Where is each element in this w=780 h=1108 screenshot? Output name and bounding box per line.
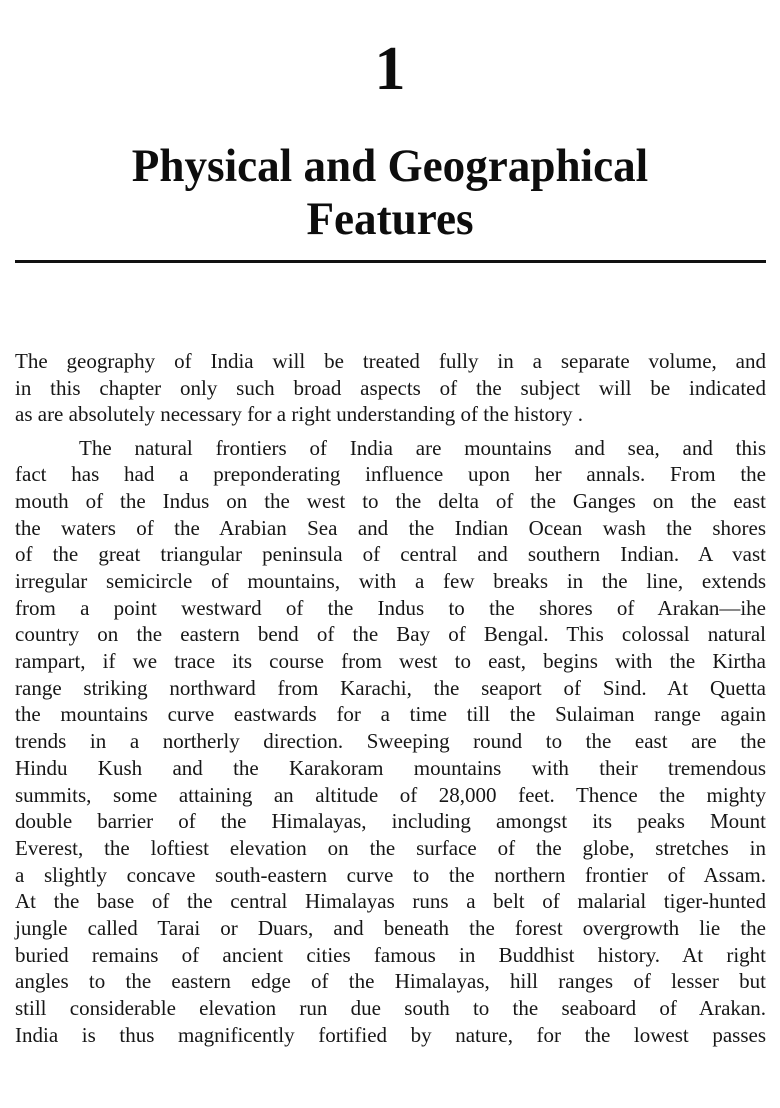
title-divider-rule <box>15 260 766 263</box>
text-line: India is thus magnificently fortified by nature, for the lowest passes <box>15 1022 766 1047</box>
chapter-body <box>15 348 766 1048</box>
paragraph-2 <box>15 435 766 1049</box>
text-line: The geography of India will be treated fully in a separate volume, and <box>15 349 766 373</box>
text-line: angles to the eastern edge of the Himalayas, hill ranges of lesser but <box>15 969 766 994</box>
chapter-title-line-2: Features <box>306 193 474 245</box>
text-line: the mountains curve eastwards for a time till the Sulaiman range again <box>15 702 766 727</box>
text-line: trends in a northerly direction. Sweeping round to the east are the <box>15 729 766 754</box>
text-line: mouth of the Indus on the west to the delta of the Ganges on the east <box>15 488 766 513</box>
text-line: in this chapter only such broad aspects of the subject will be indicated <box>15 375 766 400</box>
text-line: country on the eastern bend of the Bay of Bengal. This colossal natural <box>15 622 766 647</box>
text-line: jungle called Tarai or Duars, and beneath the forest overgrowth lie the <box>15 915 766 940</box>
text-line: The natural frontiers of India are mountains and sea, and this <box>79 435 766 460</box>
text-line: of the great triangular peninsula of central and southern Indian. A vast <box>15 542 766 567</box>
text-line: the waters of the Arabian Sea and the Indian Ocean wash the shores <box>15 515 766 540</box>
text-line: range striking northward from Karachi, the seaport of Sind. At Quetta <box>15 675 766 700</box>
text-line: a slightly concave south-eastern curve to the northern frontier of Assam. <box>15 862 766 887</box>
chapter-title-line-1: Physical and Geographical <box>131 140 649 192</box>
text-line: buried remains of ancient cities famous in Buddhist history. At right <box>15 942 766 967</box>
text-line: still considerable elevation run due south to the seaboard of Arakan. <box>15 996 766 1020</box>
text-line: summits, some attaining an altitude of 28,000 feet. Thence the mighty <box>15 782 766 807</box>
text-line: fact has had a preponderating influence upon her annals. From the <box>15 462 766 487</box>
text-line: At the base of the central Himalayas runs a belt of malarial tiger-hunted <box>15 889 766 914</box>
text-line: Everest, the loftiest elevation on the surface of the globe, stretches in <box>15 835 766 860</box>
paragraph-1 <box>15 348 766 428</box>
chapter-title <box>0 140 780 246</box>
chapter-number: 1 <box>374 35 406 103</box>
text-line: from a point westward of the Indus to the shores of Arakan—ihe <box>15 595 766 620</box>
text-line: rampart, if we trace its course from west to east, begins with the Kirtha <box>15 649 766 674</box>
text-line: double barrier of the Himalayas, including amongst its peaks Mount <box>15 809 766 834</box>
text-line: as are absolutely necessary for a right understanding of the history . <box>15 402 583 427</box>
text-line: Hindu Kush and the Karakoram mountains with their tremendous <box>15 755 766 780</box>
text-line: irregular semicircle of mountains, with a few breaks in the line, extends <box>15 569 766 593</box>
